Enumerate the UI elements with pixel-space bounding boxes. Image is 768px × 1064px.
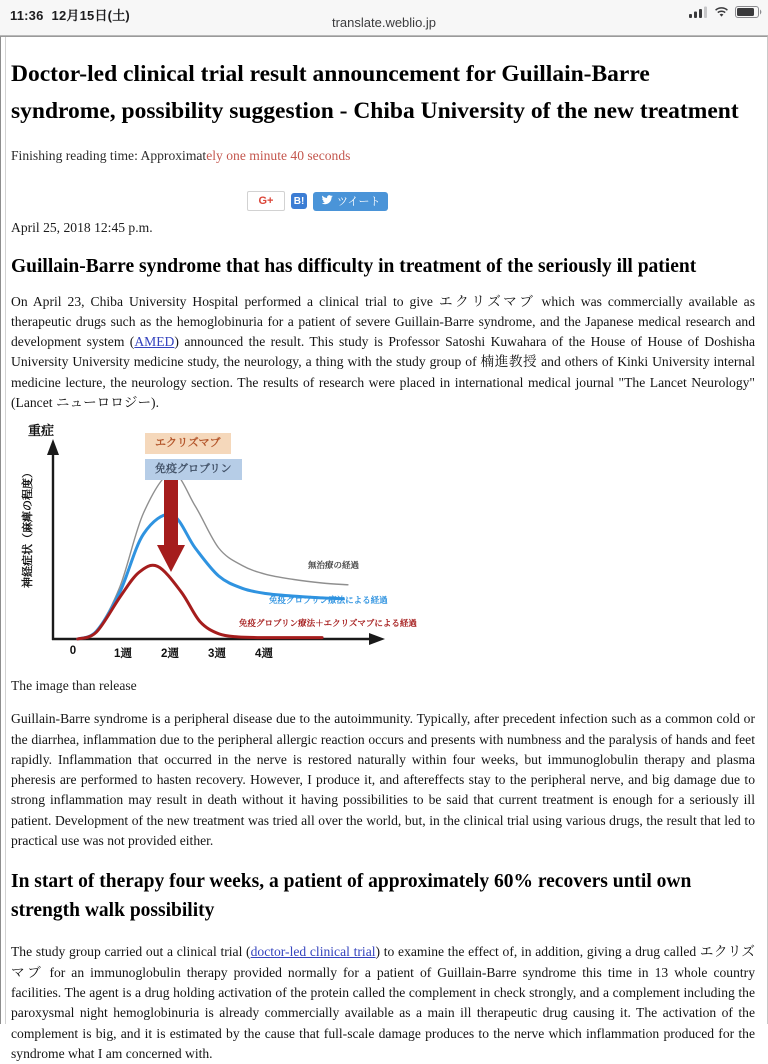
x-tick-4week: 4週 — [255, 648, 273, 661]
status-date: 12月15日(土) — [51, 8, 130, 23]
immunoglobulin-series-label: 免疫グロブリン療法による経過 — [269, 595, 388, 606]
no-treatment-curve — [78, 473, 348, 639]
y-axis-arrowhead-icon — [47, 439, 59, 455]
paragraph-3 — [11, 942, 755, 1064]
wifi-icon — [713, 5, 730, 23]
reading-time-label: Finishing reading time: Approximat — [11, 148, 207, 163]
paragraph-1-text-cont: ) announced the result. This study is Professor Satoshi Kuwahara of the House of House of Doshisha University University medicine study, the neurology, a thing with the study group of 楠進教授 and others of Kinki University internal medicine lecture, the neurology section. The results of research were placed in international medical journal "The Lancet Neurology" (Lancet ニューロロジー). — [11, 334, 755, 410]
reading-time — [11, 148, 755, 164]
tweet-button-label: ツイート — [337, 196, 381, 208]
hatena-bookmark-button[interactable]: B! — [291, 193, 307, 209]
x-tick-2week: 2週 — [161, 648, 179, 661]
translated-article — [5, 37, 767, 1061]
immunoglobulin-eculizumab-series-label: 免疫グロブリン療法＋エクリズマブによる経過 — [239, 618, 417, 629]
paragraph-1 — [11, 292, 755, 414]
y-axis-label: 神経症状（麻痺の程度） — [22, 467, 34, 589]
paragraph-3-text-cont: ) to examine the effect of, in addition, giving a drug called エクリズマブ for an immunoglobulin therapy provided normally for a patient of Guillain-Barre syndrome this time in 13 whole country facilities. The agent is a drug holding activation of the protein called the complement in check strongly, and a complement including the paroxysmal night hemoglobinuria is already commercially available as a main ill therapeutic drug causing it. The activation of the complement is big, and it is estimated by the cause that full-scale damage produces to the nerve which inflammation produced for the syndrome what I am concerned with. — [11, 944, 755, 1061]
chart-canvas — [13, 419, 405, 672]
twitter-bird-icon — [321, 195, 333, 208]
tweet-button[interactable] — [313, 192, 388, 211]
result-chart-image — [13, 419, 417, 672]
cellular-signal-icon — [689, 5, 708, 23]
image-caption: The image than release — [11, 678, 137, 694]
google-plus-share-button[interactable]: G+ — [247, 191, 285, 211]
y-axis-top-label: 重症 — [28, 423, 55, 439]
x-tick-1week: 1週 — [114, 648, 132, 661]
address-bar[interactable]: translate.weblio.jp — [331, 15, 437, 30]
section2-heading: In start of therapy four weeks, a patient of approximately 60% recovers until own strength walk possibility — [11, 871, 692, 921]
legend-eculizumab: エクリズマブ — [145, 433, 231, 454]
reading-time-value: ely one minute 40 seconds — [206, 148, 351, 163]
doctor-led-clinical-trial-link[interactable]: doctor-led clinical trial — [250, 944, 376, 960]
no-treatment-series-label: 無治療の経過 — [308, 560, 360, 571]
paragraph-3-text: The study group carried out a clinical trial ( — [11, 944, 251, 960]
amed-link[interactable]: AMED — [134, 334, 175, 350]
publish-date: April 25, 2018 12:45 p.m. — [11, 220, 153, 235]
legend-immunoglobulin: 免疫グロブリン — [145, 459, 242, 480]
paragraph-1-text: On April 23, Chiba University Hospital performed a clinical trial to give エクリズマブ which was commercially available as therapeutic drugs such as the hemoglobinuria for a patient of severe Guillain-Barre syndrome, and the Japanese medical research and development system ( — [11, 293, 755, 350]
x-axis-arrowhead-icon — [369, 633, 385, 645]
x-tick-3week: 3週 — [208, 648, 226, 661]
paragraph-2: Guillain-Barre syndrome is a peripheral disease due to the autoimmunity. Typically, after precedent infection such as a common cold or the diarrhea, inflammation due to the peripheral allergic reaction occurs and presents with numbness and the paralysis of hands and feet rapidly. Inflammation that occurred in the nerve is restored naturally within four weeks, but immunoglobulin therapy and plasma pheresis are performed to hasten recovery. However, I produce it, and aftereffects stay to the peripheral nerve, and big damage due to strong inflammation may result in death without it having possibilities to be said that current treatment is enough for a seriously ill patient. Development of the new treatment was tried all over the world, but, in the clinical trial using various drugs, the result that led to practical use was not provided either. — [11, 711, 755, 849]
status-bar — [0, 0, 768, 36]
battery-icon — [735, 5, 762, 23]
social-share-row — [247, 191, 755, 211]
article-title: Doctor-led clinical trial result announcement for Guillain-Barre syndrome, possibility suggestion - Chiba University of the new treatment — [11, 61, 739, 124]
section1-heading: Guillain-Barre syndrome that has difficulty in treatment of the seriously ill patient — [11, 256, 697, 277]
browser-content-frame — [0, 36, 768, 1061]
clock-time: 11:36 — [10, 8, 44, 23]
x-tick-0: 0 — [69, 645, 77, 658]
